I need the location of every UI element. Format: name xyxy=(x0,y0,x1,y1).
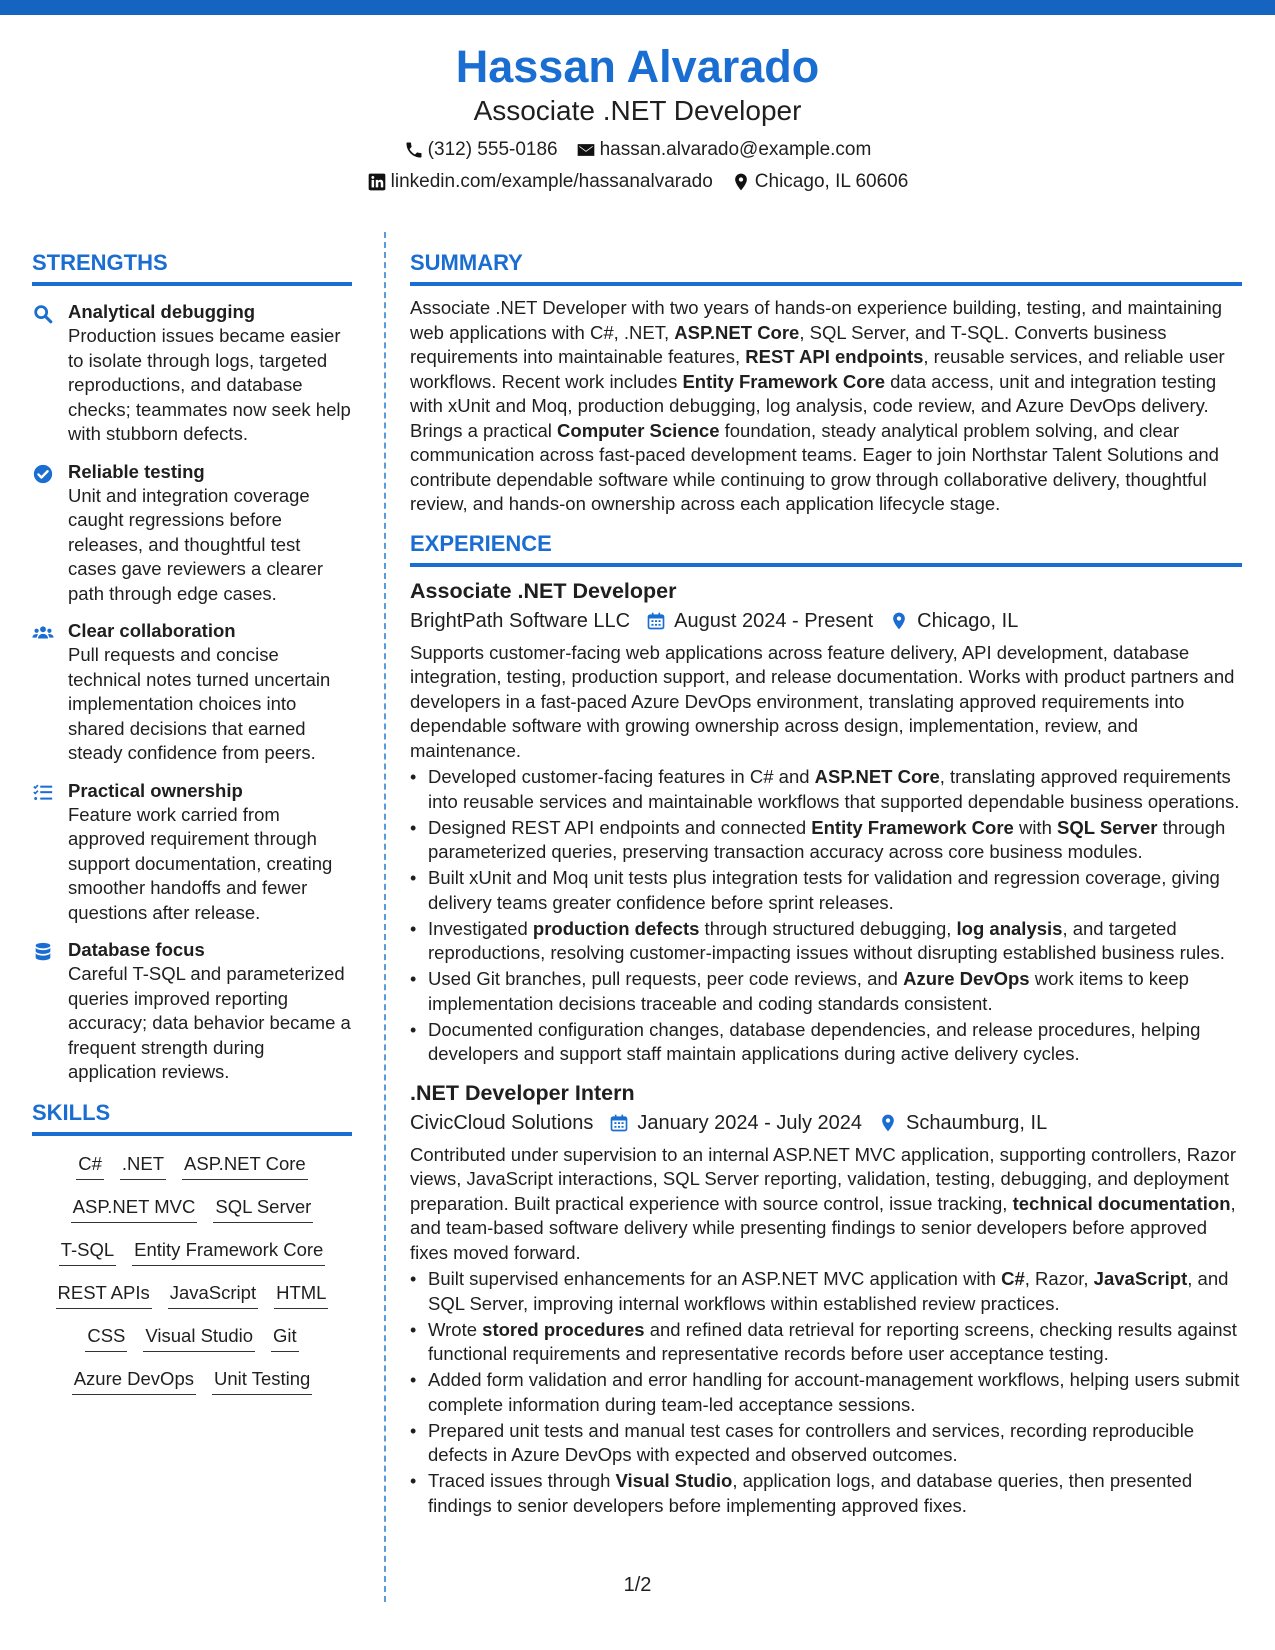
summary-text: Associate .NET Developer with two years of hands-on experience building, testing, and maintaining web applications with C#, .NET, ASP.NET Core, SQL Server, and T-SQL. Converts business requirements into maintainable features, REST API endpoints, reusable services, and reliable user workflows. Recent work includes Entity Framework Core data access, unit and integration testing with xUnit and Moq, production debugging, log analysis, code review, and Azure DevOps delivery. Brings a practical Computer Science foundation, steady analytical problem solving, and clear communication across fast-paced development teams. Eager to join Northstar Talent Solutions and contribute dependable software while continuing to grow through collaborative delivery, thoughtful review, and hands-on ownership across each application lifecycle stage. xyxy=(410,297,1225,514)
candidate-name: Hassan Alvarado xyxy=(455,41,820,92)
right-column xyxy=(410,250,1242,1520)
bold-keyword: REST API endpoints xyxy=(745,346,924,367)
job-meta xyxy=(410,607,1242,635)
candidate-role: Associate .NET Developer xyxy=(473,95,802,126)
skill-tag: ASP.NET MVC xyxy=(71,1189,198,1223)
search-icon xyxy=(32,303,54,325)
strength-title: Database focus xyxy=(68,939,205,960)
strength-desc: Feature work carried from approved requirement through support documentation, creating smoother handoffs and fewer questions after release. xyxy=(68,803,333,923)
strength-item xyxy=(32,619,352,766)
job-entry xyxy=(410,1079,1242,1519)
location-text: Chicago, IL 60606 xyxy=(754,171,909,192)
bullet-item: • Investigated production defects through structured debugging, log analysis, and targeted reproductions, resolving customer-impacting issues without disrupting established business rules. xyxy=(410,917,1242,966)
bold-keyword: Entity Framework Core xyxy=(682,370,885,392)
bold-keyword: SQL Server xyxy=(1057,816,1158,838)
envelope-icon xyxy=(576,140,596,160)
job-description: Contributed under supervision to an internal ASP.NET MVC application, supporting controllers, Razor views, JavaScript interactions, SQL Server reporting, validation, testing, debugging, and deployment preparation. Built practical experience with source control, issue tracking, technical documentation, and team-based software delivery while presenting findings to senior developers before approved fixes moved forward. xyxy=(410,1143,1237,1263)
skill-tag: SQL Server xyxy=(213,1189,313,1223)
email-address[interactable]: hassan.alvarado@example.com xyxy=(599,139,872,160)
strength-desc: Careful T-SQL and parameterized queries improved reporting accuracy; data behavior became a frequent strength during application reviews. xyxy=(68,963,351,1082)
checklist-icon xyxy=(32,782,54,804)
resume-header xyxy=(0,40,1275,194)
job-bullets xyxy=(410,765,1242,1067)
bullet-item: • Designed REST API endpoints and connected Entity Framework Core with SQL Server through parameterized queries, preserving transaction accuracy across core business modules. xyxy=(410,816,1242,865)
strength-desc: Pull requests and concise technical notes turned uncertain implementation choices into shared decisions that earned steady confidence from peers. xyxy=(68,644,331,763)
bold-keyword: production defects xyxy=(532,917,700,939)
bullet-item: • Prepared unit tests and manual test cases for controllers and services, recording reproducible defects in Azure DevOps with expected and observed outcomes. xyxy=(410,1419,1242,1468)
job-location-wrap xyxy=(889,607,1018,635)
linkedin-icon xyxy=(367,172,387,192)
experience-heading: EXPERIENCE xyxy=(410,531,1242,567)
bold-keyword: Computer Science xyxy=(557,419,720,441)
bold-keyword: C# xyxy=(1001,1268,1025,1289)
job-entry xyxy=(410,577,1242,1067)
job-location: Chicago, IL xyxy=(917,609,1019,632)
job-title: .NET Developer Intern xyxy=(410,1080,635,1105)
bullet-item: • Added form validation and error handling for account-management workflows, helping users submit complete information during team-led acceptance sessions. xyxy=(410,1368,1242,1417)
strength-item xyxy=(32,460,352,607)
strength-item xyxy=(32,938,352,1085)
bold-keyword: technical documentation xyxy=(1012,1192,1231,1214)
phone-number: (312) 555-0186 xyxy=(427,139,558,160)
summary-heading: SUMMARY xyxy=(410,250,1242,286)
email-contact xyxy=(576,138,872,162)
job-title: Associate .NET Developer xyxy=(410,578,677,603)
linkedin-contact xyxy=(367,170,713,194)
skills-heading: SKILLS xyxy=(32,1100,352,1136)
phone-contact xyxy=(404,138,558,162)
map-pin-icon xyxy=(878,1113,898,1133)
strength-title: Reliable testing xyxy=(68,460,205,482)
strength-desc: Production issues became easier to isolate through logs, targeted reproductions, and database checks; teammates now seek help with stubborn defects. xyxy=(68,325,351,444)
job-dates: August 2024 - Present xyxy=(674,609,874,632)
skill-tag: T-SQL xyxy=(59,1232,116,1266)
contact-row-1 xyxy=(0,138,1275,162)
users-icon xyxy=(32,622,54,644)
bullet-item: • Built supervised enhancements for an ASP.NET MVC application with C#, Razor, JavaScript, and SQL Server, improving internal workflows within established review practices. xyxy=(410,1267,1242,1316)
contact-row-2 xyxy=(0,170,1275,194)
bullet-item: • Built xUnit and Moq unit tests plus integration tests for validation and regression coverage, giving delivery teams greater confidence before sprint releases. xyxy=(410,866,1242,915)
skill-tag: .NET xyxy=(120,1146,166,1180)
top-accent-bar xyxy=(0,0,1275,15)
skill-tag: ASP.NET Core xyxy=(182,1146,308,1180)
skill-tag: Unit Testing xyxy=(212,1361,312,1395)
bullet-item: • Wrote stored procedures and refined data retrieval for reporting screens, checking results against functional requirements and representative records before user acceptance testing. xyxy=(410,1318,1242,1367)
strengths-heading: STRENGTHS xyxy=(32,250,352,286)
map-pin-icon xyxy=(731,172,751,192)
left-column xyxy=(32,250,352,1404)
skill-tag: JavaScript xyxy=(168,1275,258,1309)
calendar-icon xyxy=(609,1113,629,1133)
strength-title: Practical ownership xyxy=(68,779,243,801)
column-divider xyxy=(384,232,386,1602)
job-company: CivicCloud Solutions xyxy=(410,1111,594,1134)
strength-title: Clear collaboration xyxy=(68,620,236,641)
strength-item xyxy=(32,779,352,926)
bold-keyword: Azure DevOps xyxy=(903,968,1030,989)
skill-tag: Visual Studio xyxy=(143,1318,255,1352)
strength-item xyxy=(32,300,352,447)
strengths-list xyxy=(32,300,352,1085)
strength-desc: Unit and integration coverage caught regressions before releases, and thoughtful test cases gave reviewers a clearer path through edge cases. xyxy=(68,484,323,604)
bold-keyword: ASP.NET Core xyxy=(674,321,800,343)
strength-title: Analytical debugging xyxy=(68,301,256,322)
phone-icon xyxy=(404,140,424,160)
database-icon xyxy=(32,941,54,963)
job-location-wrap xyxy=(878,1109,1047,1137)
linkedin-url[interactable]: linkedin.com/example/hassanalvarado xyxy=(390,171,713,192)
bold-keyword: stored procedures xyxy=(482,1318,645,1340)
bold-keyword: JavaScript xyxy=(1093,1268,1188,1289)
bold-keyword: log analysis xyxy=(956,917,1063,939)
job-company: BrightPath Software LLC xyxy=(410,609,631,632)
skill-tag: C# xyxy=(76,1146,104,1180)
bullet-item: • Used Git branches, pull requests, peer code reviews, and Azure DevOps work items to keep implementation decisions traceable and coding standards consistent. xyxy=(410,967,1242,1016)
bullet-item: • Documented configuration changes, database dependencies, and release procedures, helping developers and support staff maintain applications during active delivery cycles. xyxy=(410,1018,1242,1067)
skill-tag: Git xyxy=(271,1318,299,1352)
job-location: Schaumburg, IL xyxy=(906,1111,1048,1134)
skill-tag: HTML xyxy=(274,1275,328,1309)
job-meta xyxy=(410,1109,1242,1137)
job-bullets xyxy=(410,1267,1242,1518)
job-dates-wrap xyxy=(646,607,873,635)
skill-tag: Azure DevOps xyxy=(72,1361,196,1395)
bullet-item: • Traced issues through Visual Studio, application logs, and database queries, then presented findings to senior developers before implementing approved fixes. xyxy=(410,1469,1242,1518)
job-description: Supports customer-facing web applications across feature delivery, API development, database integration, testing, production support, and release documentation. Works with product partners and developers in a fast-paced Azure DevOps environment, translating approved requirements into dependable software with growing ownership across design, implementation, review, and maintenance. xyxy=(410,641,1235,761)
skill-tag: REST APIs xyxy=(56,1275,152,1309)
page-number: 1/2 xyxy=(623,1574,652,1596)
bold-keyword: Entity Framework Core xyxy=(811,816,1014,838)
skill-tag: Entity Framework Core xyxy=(132,1232,325,1266)
job-dates-wrap xyxy=(609,1109,862,1137)
skill-tag: CSS xyxy=(85,1318,127,1352)
location-contact xyxy=(731,170,909,194)
bullet-item: • Developed customer-facing features in C# and ASP.NET Core, translating approved requirements into reusable services and maintainable workflows that supported dependable business operations. xyxy=(410,765,1242,814)
bold-keyword: ASP.NET Core xyxy=(814,766,940,787)
map-pin-icon xyxy=(889,611,909,631)
bold-keyword: Visual Studio xyxy=(615,1470,733,1491)
calendar-icon xyxy=(646,611,666,631)
skills-list xyxy=(32,1146,352,1404)
job-dates: January 2024 - July 2024 xyxy=(637,1111,863,1134)
check-circle-icon xyxy=(32,463,54,485)
